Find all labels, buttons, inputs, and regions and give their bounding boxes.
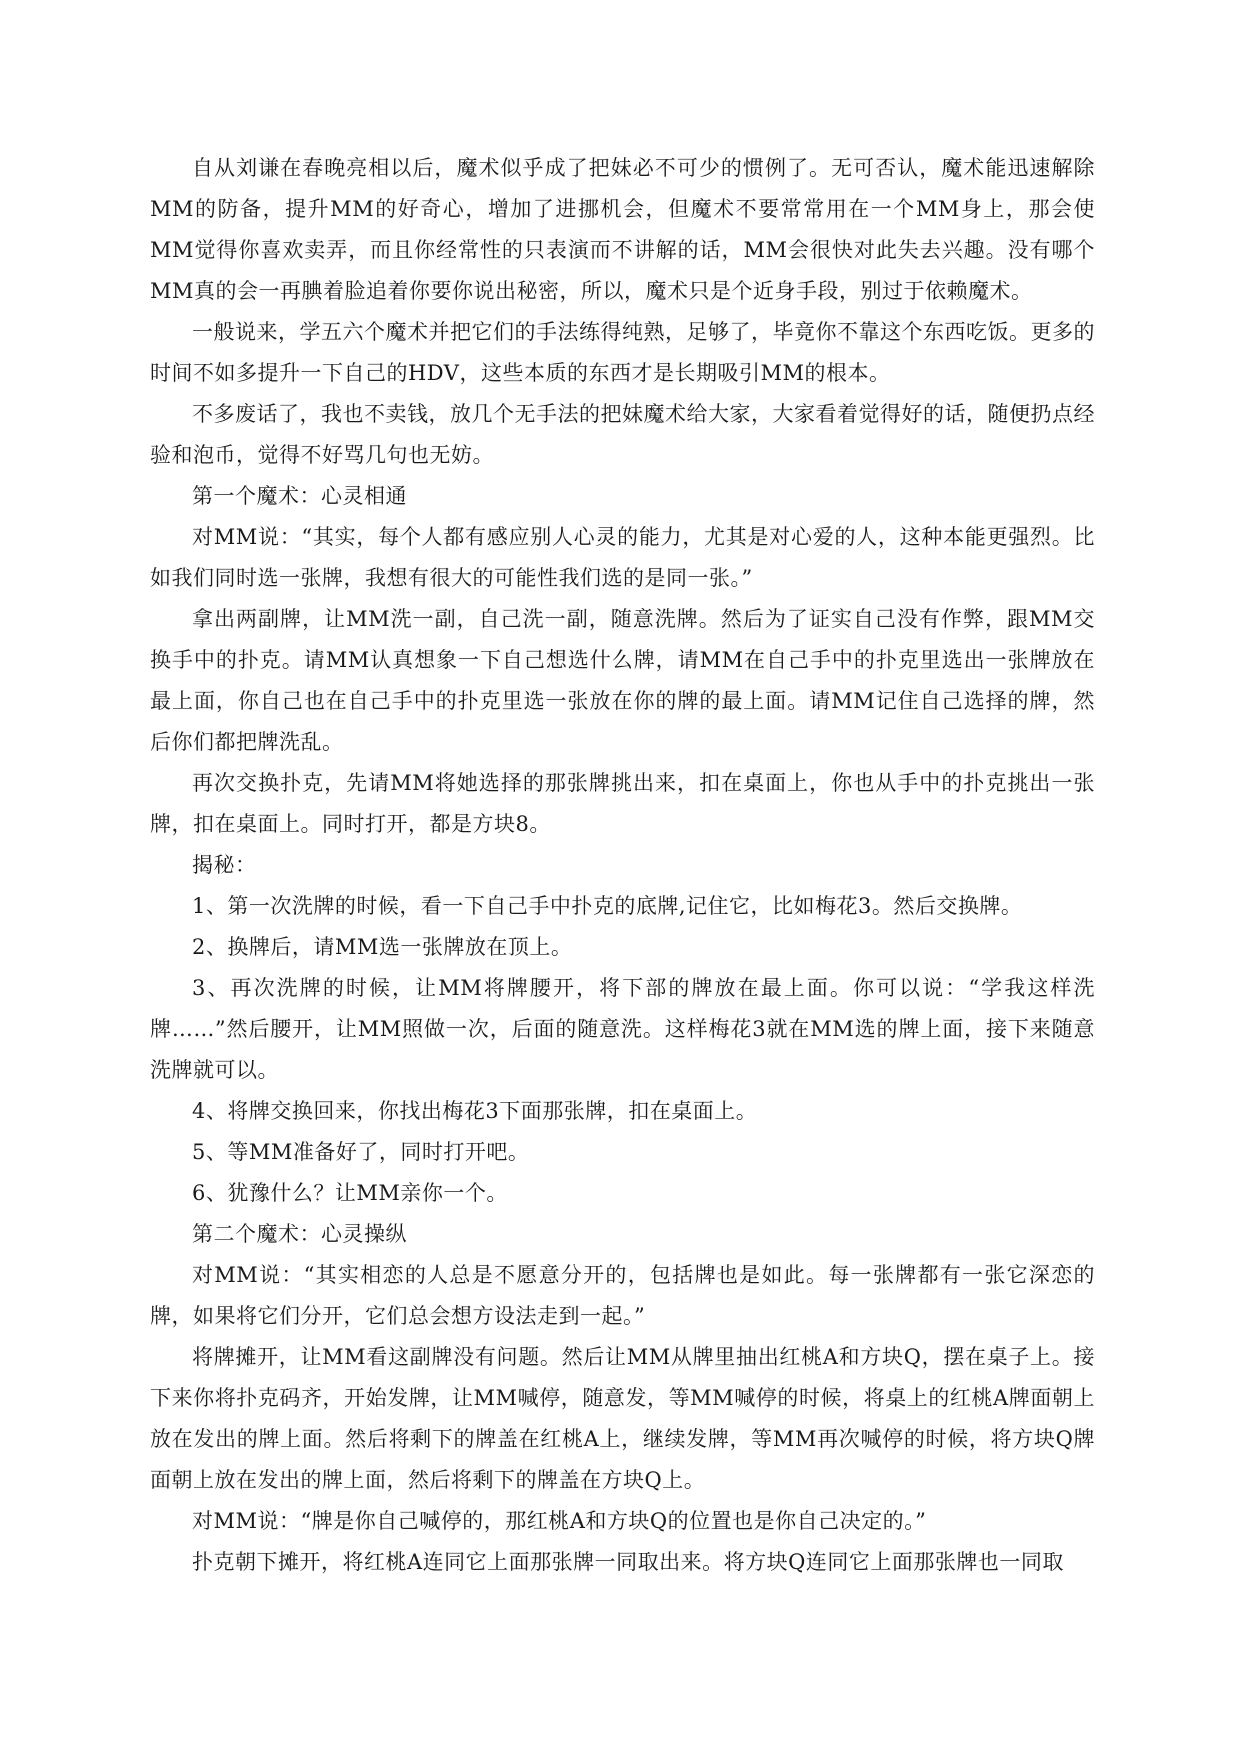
section-heading-trick-2: 第二个魔术：心灵操纵	[192, 1222, 407, 1246]
paragraph-advice: 一般说来，学五六个魔术并把它们的手法练得纯熟，足够了，毕竟你不靠这个东西吃饭。更多的时间不如多提升一下自己的HDV，这些本质的东西才是长期吸引MM的根本。	[150, 320, 1095, 385]
paragraph-preface: 不多废话了，我也不卖钱，放几个无手法的把妹魔术给大家，大家看着觉得好的话，随便扔点经验和泡币，觉得不好骂几句也无妨。	[150, 402, 1095, 467]
section-heading-secret: 揭秘：	[192, 853, 257, 877]
list-item-secret-5: 5、等MM准备好了，同时打开吧。	[192, 1140, 530, 1164]
paragraph-trick-2-steps: 将牌摊开，让MM看这副牌没有问题。然后让MM从牌里抽出红桃A和方块Q，摆在桌子上。接下来你将扑克码齐，开始发牌，让MM喊停，随意发，等MM喊停的时候，将桌上的红桃A牌面朝上放在发出的牌上面。然后将剩下的牌盖在红桃A上，继续发牌，等MM再次喊停的时候，将方块Q牌面朝上放在发出的牌上面，然后将剩下的牌盖在方块Q上。	[150, 1345, 1095, 1492]
list-item-secret-2: 2、换牌后，请MM选一张牌放在顶上。	[192, 935, 573, 959]
document-body	[150, 148, 1095, 1583]
paragraph-trick-1-script: 对MM说：“其实，每个人都有感应别人心灵的能力，尤其是对心爱的人，这种本能更强烈。比如我们同时选一张牌，我想有很大的可能性我们选的是同一张。”	[150, 525, 1095, 590]
paragraph-trick-1-reveal: 再次交换扑克，先请MM将她选择的那张牌挑出来，扣在桌面上，你也从手中的扑克挑出一张牌，扣在桌面上。同时打开，都是方块8。	[150, 771, 1095, 836]
list-item-secret-3: 3、再次洗牌的时候，让MM将牌腰开，将下部的牌放在最上面。你可以说：“学我这样洗牌……”然后腰开，让MM照做一次，后面的随意洗。这样梅花3就在MM选的牌上面，接下来随意洗牌就可以。	[150, 976, 1095, 1082]
paragraph-trick-1-steps: 拿出两副牌，让MM洗一副，自己洗一副，随意洗牌。然后为了证实自己没有作弊，跟MM交换手中的扑克。请MM认真想象一下自己想选什么牌，请MM在自己手中的扑克里选出一张牌放在最上面，你自己也在自己手中的扑克里选一张放在你的牌的最上面。请MM记住自己选择的牌，然后你们都把牌洗乱。	[150, 607, 1095, 754]
paragraph-trick-2-reveal: 扑克朝下摊开，将红桃A连同它上面那张牌一同取出来。将方块Q连同它上面那张牌也一同取	[192, 1550, 1064, 1574]
list-item-secret-1: 1、第一次洗牌的时候，看一下自己手中扑克的底牌,记住它，比如梅花3。然后交换牌。	[192, 894, 1023, 918]
paragraph-trick-2-script: 对MM说：“其实相恋的人总是不愿意分开的，包括牌也是如此。每一张牌都有一张它深恋的牌，如果将它们分开，它们总会想方设法走到一起。”	[150, 1263, 1095, 1328]
paragraph-intro: 自从刘谦在春晚亮相以后，魔术似乎成了把妹必不可少的惯例了。无可否认，魔术能迅速解除MM的防备，提升MM的好奇心，增加了进挪机会，但魔术不要常常用在一个MM身上，那会使MM觉得你喜欢卖弄，而且你经常性的只表演而不讲解的话，MM会很快对此失去兴趣。没有哪个MM真的会一再腆着脸追着你要你说出秘密，所以，魔术只是个近身手段，别过于依赖魔术。	[150, 156, 1095, 303]
list-item-secret-4: 4、将牌交换回来，你找出梅花3下面那张牌，扣在桌面上。	[192, 1099, 758, 1123]
list-item-secret-6: 6、犹豫什么？让MM亲你一个。	[192, 1181, 508, 1205]
section-heading-trick-1: 第一个魔术：心灵相通	[192, 484, 407, 508]
paragraph-trick-2-line: 对MM说：“牌是你自己喊停的，那红桃A和方块Q的位置也是你自己决定的。”	[192, 1509, 927, 1533]
